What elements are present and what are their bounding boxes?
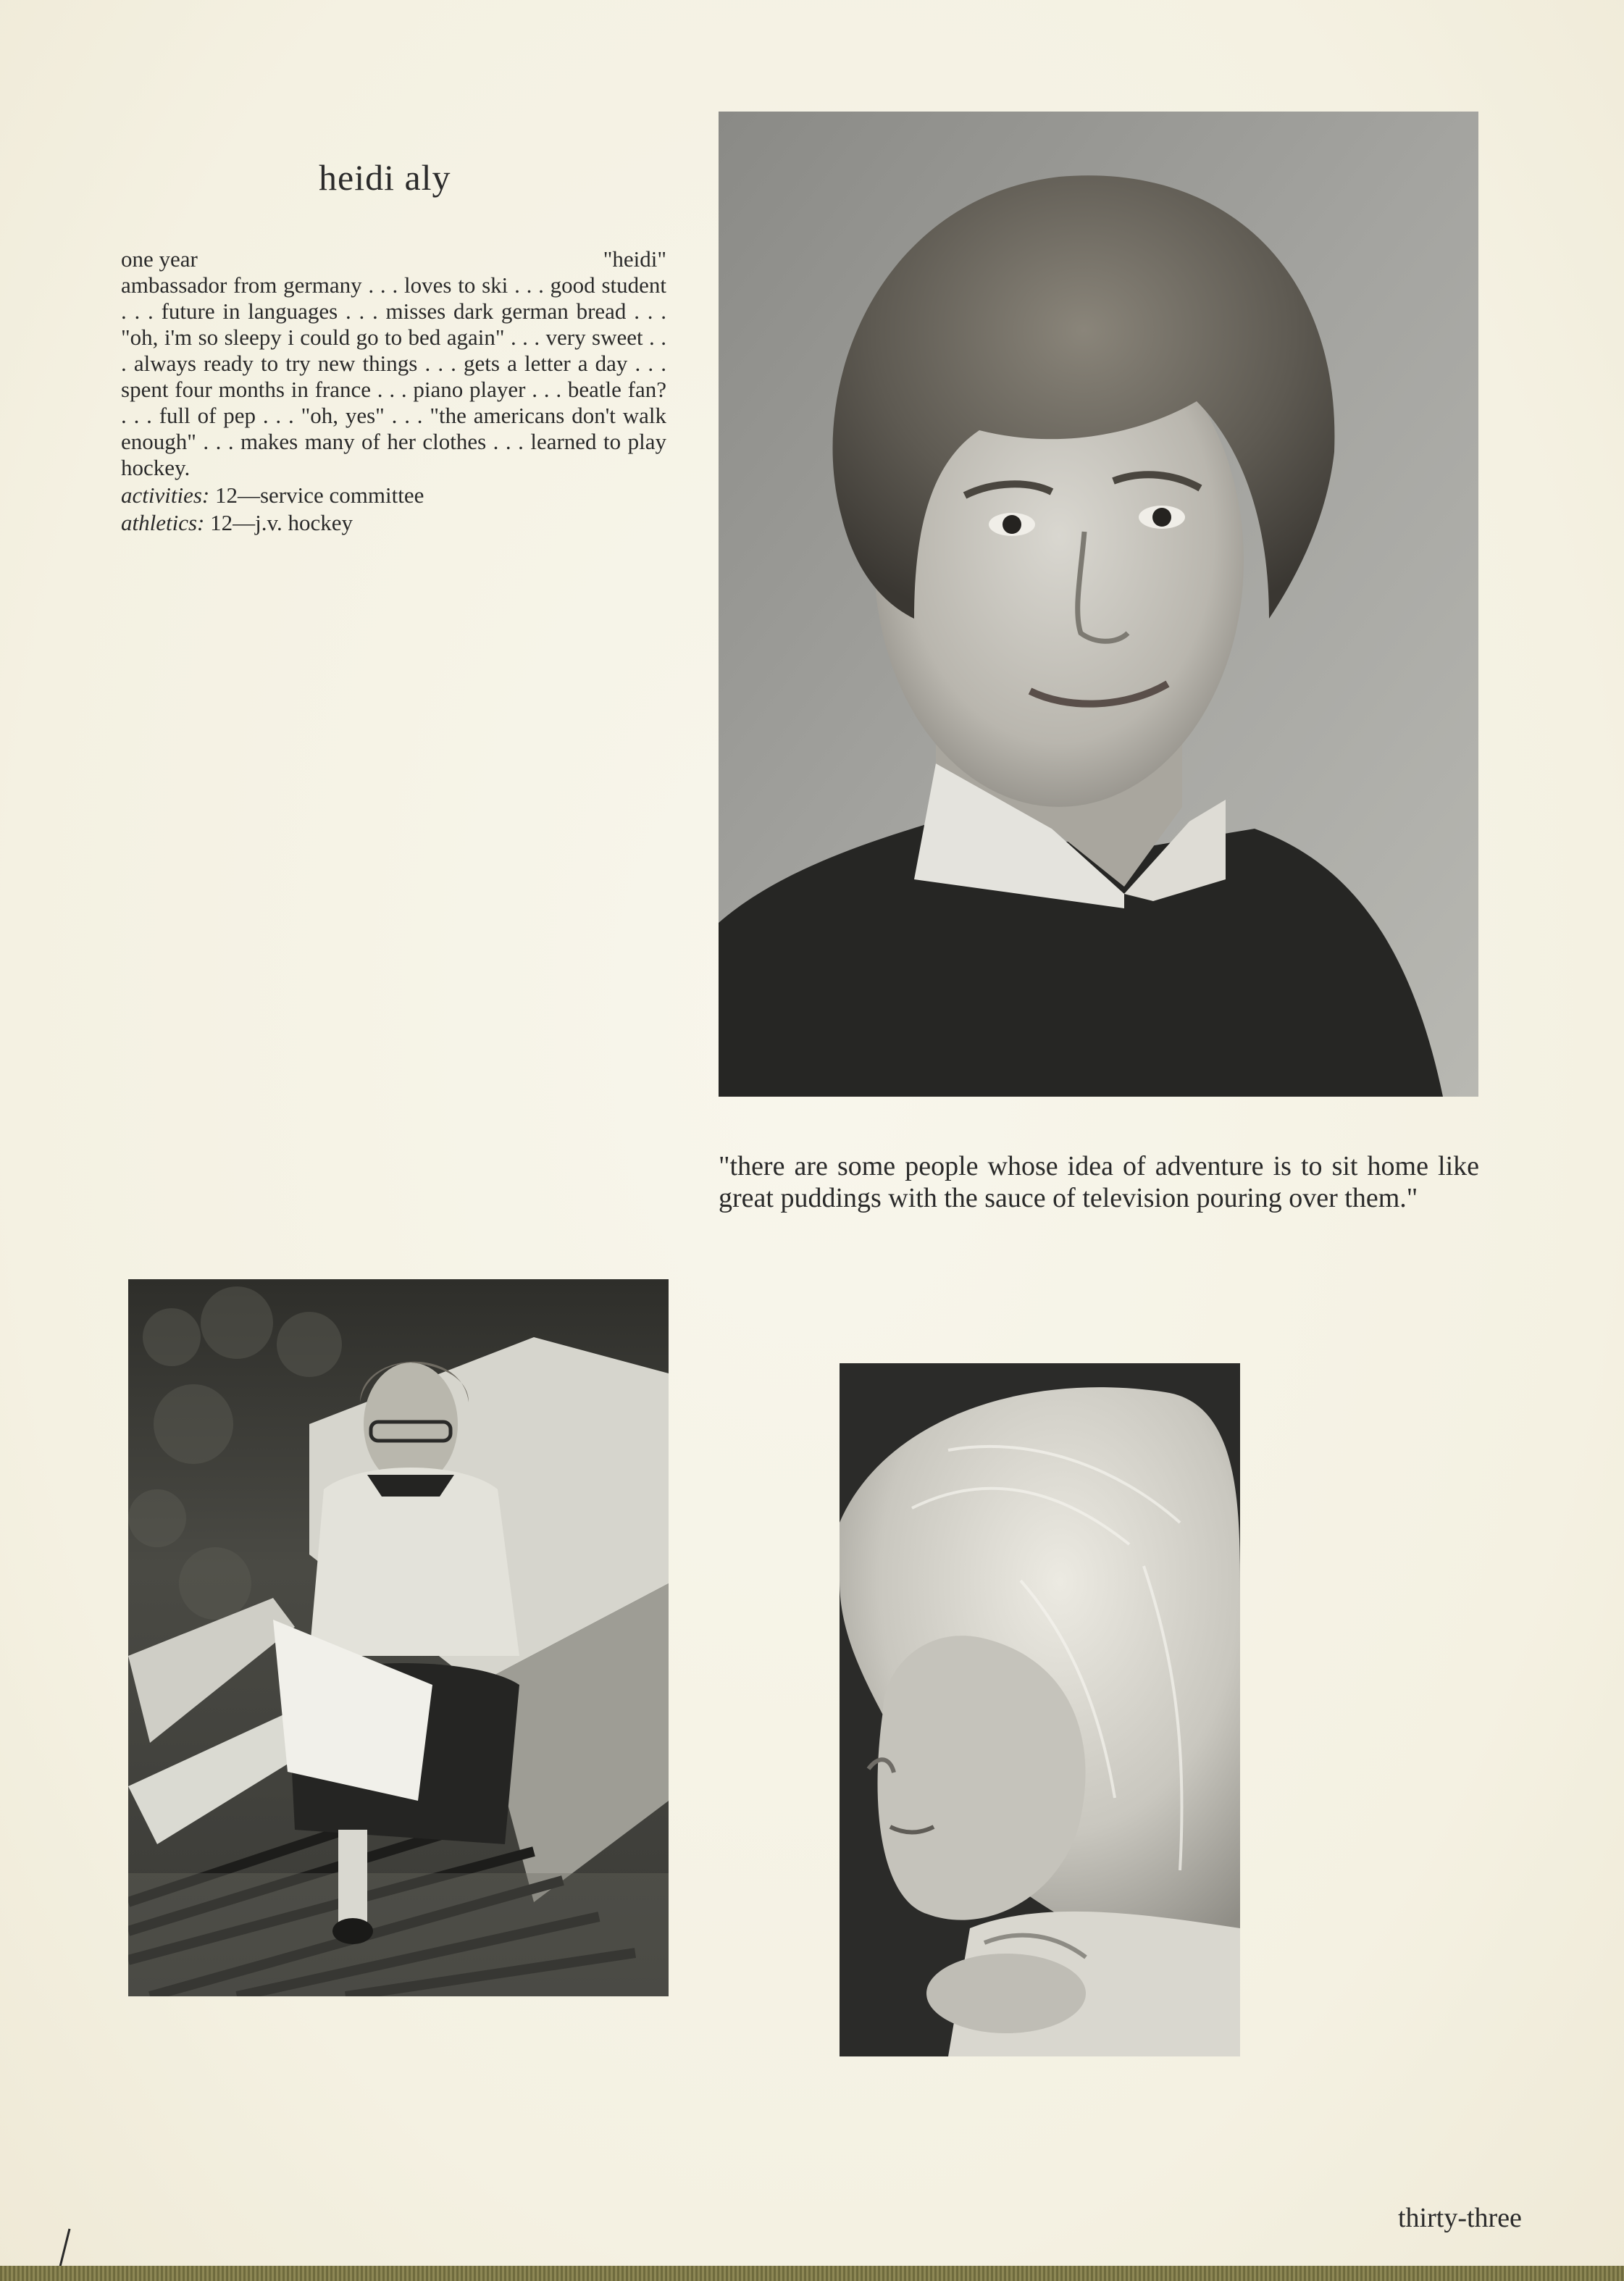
activities-line <box>121 482 666 508</box>
page-number: thirty-three <box>1398 2203 1522 2233</box>
nickname: "heidi" <box>603 246 666 272</box>
candid-image <box>128 1279 669 1996</box>
page-edge-strip <box>0 2266 1624 2281</box>
activities-label: activities: <box>121 482 210 508</box>
childhood-image <box>840 1363 1240 2056</box>
activities-value: 12—service committee <box>214 482 424 508</box>
athletics-line <box>121 510 666 536</box>
athletics-label: athletics: <box>121 510 205 535</box>
senior-quote: "there are some people whose idea of adventure is to sit home like great puddings with the sauce of television pouring over them." <box>719 1151 1479 1213</box>
portrait-photo <box>719 112 1478 1097</box>
bio-header <box>121 246 666 272</box>
portrait-image <box>719 112 1478 1097</box>
student-name: heidi aly <box>319 157 451 198</box>
bio-text: ambassador from germany . . . loves to ski . . . good student . . . future in languages . . . misses dark german bread . . . "oh, i'm so sleepy i could go to bed again" . . . very sweet . . . always ready to try new things . . . gets a letter a day . . . spent four months in france . . . piano player . . . beatle fan? . . . full of pep . . . "oh, yes" . . . "the americans don't walk enough" . . . makes many of her clothes . . . learned to play hockey. <box>121 272 666 480</box>
candid-photo <box>128 1279 669 1996</box>
tenure: one year <box>121 246 198 272</box>
athletics-value: 12—j.v. hockey <box>210 510 353 535</box>
student-bio-block <box>121 246 666 536</box>
pen-mark <box>56 2227 71 2271</box>
childhood-photo <box>840 1363 1240 2056</box>
